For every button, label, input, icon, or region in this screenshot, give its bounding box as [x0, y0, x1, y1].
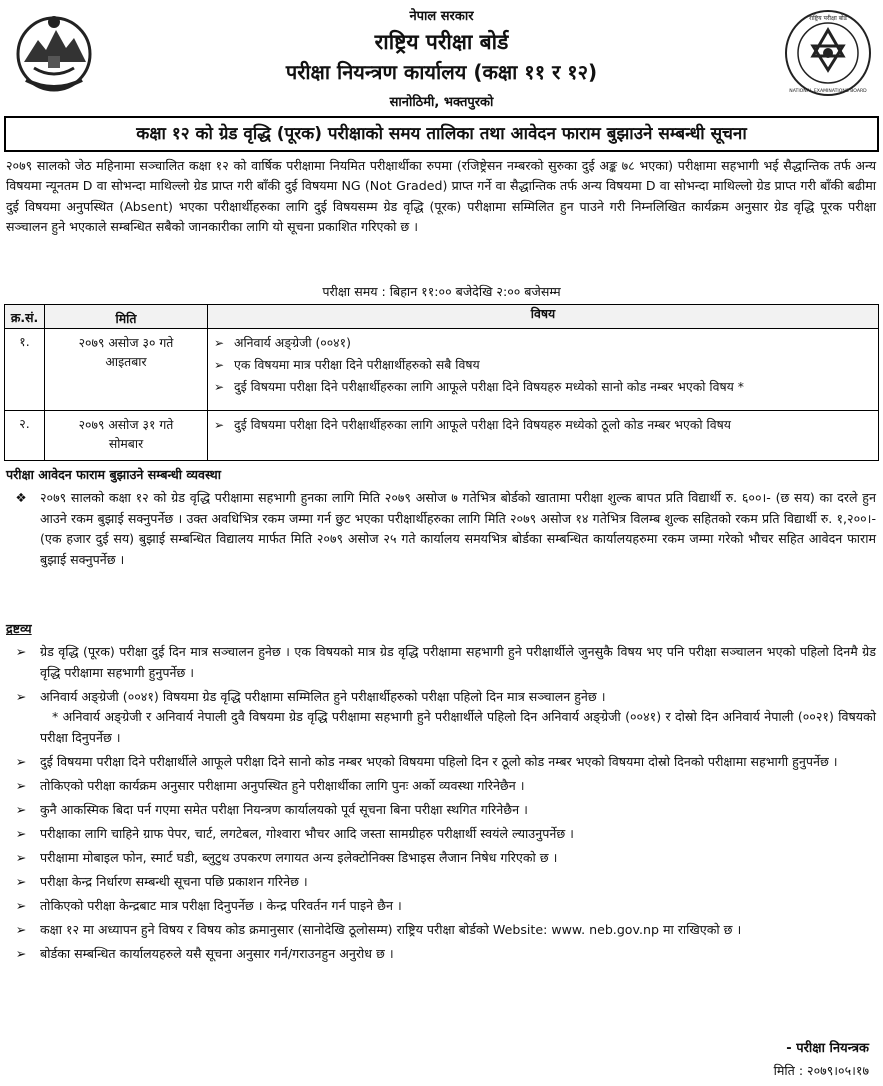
diamond-bullet-icon: ❖: [15, 490, 27, 505]
exam-time: परीक्षा समय : बिहान ११:०० बजेदेखि २:०० बजेसम्म: [322, 284, 561, 299]
list-item: ➢ तोकिएको परीक्षा कार्यक्रम अनुसार परीक्षामा अनुपस्थित हुने परीक्षार्थीका लागि पुनः अर्को व्यवस्था गरिनेछैन ।: [6, 776, 876, 797]
application-heading: परीक्षा आवेदन फाराम बुझाउने सम्बन्धी व्यवस्था: [6, 467, 221, 482]
list-item: ➢ तोकिएको परीक्षा केन्द्रबाट मात्र परीक्षा दिनुपर्नेछ । केन्द्र परिवर्तन गर्न पाइने छैन ।: [6, 896, 876, 917]
office-name: परीक्षा नियन्त्रण कार्यालय (कक्षा ११ र १२): [285, 60, 598, 84]
schedule-table: [4, 304, 879, 461]
list-item: ➢ परीक्षाका लागि चाहिने ग्राफ पेपर, चार्ट, लगटेबल, गोश्वारा भौचर आदि जस्ता सामग्रीहरु परीक्षार्थी स्वयंले ल्याउनुपर्नेछ ।: [6, 824, 876, 845]
subject-item: ➢ दुई विषयमा परीक्षा दिने परीक्षार्थीहरुका लागि आफूले परीक्षा दिने विषयहरु मध्येको सानो कोड नम्बर भएको विषय *: [214, 376, 872, 398]
arrow-bullet-icon: ➢: [15, 873, 27, 889]
row-subjects: [208, 411, 879, 461]
header-date: मिति: [45, 305, 208, 329]
subject-item: ➢ अनिवार्य अङ्ग्रेजी (००४१): [214, 332, 872, 354]
list-item: ➢ कुनै आकस्मिक बिदा पर्न गएमा समेत परीक्षा नियन्त्रण कार्यालयको पूर्व सूचना बिना परीक्षा स्थगित गरिनेछैन ।: [6, 800, 876, 821]
row-day-text: सोमबार: [108, 436, 144, 451]
list-item: ➢ बोर्डका सम्बन्धित कार्यालयहरुले यसै सूचना अनुसार गर्न/गराउनहुन अनुरोध छ ।: [6, 944, 876, 965]
list-item: ➢ कक्षा १२ मा अध्यापन हुने विषय र विषय कोड क्रमानुसार (सानोदेखि ठूलोसम्म) राष्ट्रिय परीक्षा बोर्डको Website: www. neb.gov.np मा राखिएको छ ।: [6, 920, 876, 941]
notice-title: कक्षा १२ को ग्रेड वृद्धि (पूरक) परीक्षाको समय तालिका तथा आवेदन फाराम बुझाउने सम्बन्धी सूचना: [4, 116, 879, 152]
row-date: [45, 329, 208, 411]
arrow-bullet-icon: ➢: [214, 380, 225, 394]
arrow-bullet-icon: ➢: [15, 825, 27, 841]
row-day-text: आइतबार: [105, 354, 147, 369]
office-address: सानोठिमी, भक्तपुरको: [389, 95, 494, 110]
row-sn: २.: [5, 411, 45, 461]
neb-logo-icon: [783, 8, 873, 98]
notes-list: [6, 642, 876, 968]
table-row: [5, 329, 879, 411]
list-item: ➢ परीक्षा केन्द्र निर्धारण सम्बन्धी सूचना पछि प्रकाशन गरिनेछ ।: [6, 872, 876, 893]
row-date: [45, 411, 208, 461]
arrow-bullet-icon: ➢: [15, 849, 27, 865]
table-header-row: [5, 305, 879, 329]
government-name: नेपाल सरकार: [409, 9, 474, 24]
intro-paragraph: २०७९ सालको जेठ महिनामा सञ्चालित कक्षा १२ को वार्षिक परीक्षामा नियमित परीक्षार्थीका रुपमा (रजिष्ट्रेसन नम्बरको सुरुका दुई अङ्क ७८ भएका) परीक्षामा सहभागी भई सैद्धान्तिक तर्फ अन्य विषयमा न्यूनतम D वा सोभन्दा माथिल्लो ग्रेड प्राप्त गरी बाँकी दुई विषयमा NG (Not Graded) प्राप्त गर्ने वा सैद्धान्तिक तर्फ अन्य विषयमा D वा सोभन्दा माथिल्लो ग्रेड प्राप्त गरी बाँकी बढीमा दुई विषयमा अनुपस्थित (Absent) भएका परीक्षार्थीहरुका लागि दुई विषयसम्म ग्रेड वृद्धि (पूरक) परीक्षामा सम्मिलित हुन पाउने गरी निम्नलिखित कार्यक्रम अनुसार ग्रेड वृद्धि पूरक परीक्षा सञ्चालन हुने भएकाले सम्बन्धित सबैको जानकारीका लागि यो सूचना प्रकाशित गरिएको छ ।: [6, 158, 876, 235]
arrow-bullet-icon: ➢: [15, 753, 27, 769]
header: [0, 0, 883, 116]
logo-text-top: राष्ट्रिय परीक्षा बोर्ड: [809, 15, 847, 22]
subject-item: ➢ दुई विषयमा परीक्षा दिने परीक्षार्थीहरुका लागि आफूले परीक्षा दिने विषयहरु मध्येको ठूलो कोड नम्बर भएको विषय: [214, 414, 872, 436]
list-item: ➢ परीक्षामा मोबाइल फोन, स्मार्ट घडी, ब्लुटुथ उपकरण लगायत अन्य इलेक्टोनिक्स डिभाइस लैजान निषेध गरिएको छ ।: [6, 848, 876, 869]
row-date-text: २०७९ असोज ३१ गते: [78, 417, 174, 432]
list-item: ➢ अनिवार्य अङ्ग्रेजी (००४१) विषयमा ग्रेड वृद्धि परीक्षामा सम्मिलित हुने परीक्षार्थीहरुको परीक्षा पहिलो दिन मात्र सञ्चालन हुनेछ ।: [6, 687, 876, 708]
notice-date: मिति : २०७९।०५।१७: [773, 1063, 869, 1078]
arrow-bullet-icon: ➢: [15, 945, 27, 961]
header-subject: विषय: [208, 305, 879, 329]
row-date-text: २०७९ असोज ३० गते: [78, 335, 174, 350]
logo-text-bottom: NATIONAL EXAMINATIONS BOARD: [789, 89, 867, 94]
arrow-bullet-icon: ➢: [15, 921, 27, 937]
signature: - परीक्षा नियन्त्रक: [786, 1041, 869, 1056]
table-row: [5, 411, 879, 461]
arrow-bullet-icon: ➢: [15, 688, 27, 704]
arrow-bullet-icon: ➢: [214, 358, 225, 372]
row-sn: १.: [5, 329, 45, 411]
arrow-bullet-icon: ➢: [214, 336, 225, 350]
list-item: ➢ ग्रेड वृद्धि (पूरक) परीक्षा दुई दिन मात्र सञ्चालन हुनेछ । एक विषयको मात्र ग्रेड वृद्धि परीक्षामा सहभागी हुने परीक्षार्थीले जुनसुकै विषय भए पनि परीक्षा सञ्चालन भएको पहिलो दिनमै ग्रेड वृद्धि परीक्षामा सहभागी हुनुपर्नेछ ।: [6, 642, 876, 683]
sub-note: * अनिवार्य अङ्ग्रेजी र अनिवार्य नेपाली दुवै विषयमा ग्रेड वृद्धि परीक्षामा सहभागी हुने परीक्षार्थीले पहिलो दिन अनिवार्य अङ्ग्रेजी (००४१) र दोस्रो दिन अनिवार्य नेपाली (००२१) विषयको परीक्षा दिनुपर्नेछ ।: [40, 709, 876, 745]
arrow-bullet-icon: ➢: [15, 644, 27, 659]
arrow-bullet-icon: ➢: [15, 801, 27, 817]
notes-heading: द्रष्टव्य: [6, 621, 32, 636]
header-sn: क्र.सं.: [5, 305, 45, 329]
list-item: ➢ दुई विषयमा परीक्षा दिने परीक्षार्थीले आफूले परीक्षा दिने सानो कोड नम्बर भएको विषयमा पहिलो दिन र ठूलो कोड नम्बर भएको विषयमा दोस्रो दिनको परीक्षामा सहभागी हुनुपर्नेछ ।: [6, 752, 876, 773]
application-paragraph: [6, 488, 876, 570]
application-text: २०७९ सालको कक्षा १२ को ग्रेड वृद्धि परीक्षामा सहभागी हुनका लागि मिति २०७९ असोज ७ गतेभित्र बोर्डको खातामा परीक्षा शुल्क बापत प्रति विद्यार्थी रु. ६००।- (छ सय) का दरले हुन आउने रकम बुझाई सक्नुपर्नेछ । उक्त अवधिभित्र रकम जम्मा गर्न छुट भएका परीक्षार्थीहरुका लागि मिति २०७९ असोज १४ गतेभित्र विलम्ब शुल्क सहितको रकम प्रति विद्यार्थी रु. १,२००।- (एक हजार दुई सय) बुझाई सम्बन्धित विद्यालय मार्फत मिति २०७९ असोज २५ गते कार्यालय समयभित्र बोर्डका सम्बन्धित कार्यालयहरुमा रकम जम्मा गरेको भौचर सहित आवेदन फाराम बुझाई सक्नुपर्नेछ ।: [40, 490, 876, 567]
arrow-bullet-icon: ➢: [15, 897, 27, 913]
arrow-bullet-icon: ➢: [15, 777, 27, 793]
subject-item: ➢ एक विषयमा मात्र परीक्षा दिने परीक्षार्थीहरुको सबै विषय: [214, 354, 872, 376]
row-subjects: [208, 329, 879, 411]
board-name: राष्ट्रिय परीक्षा बोर्ड: [374, 30, 509, 54]
arrow-bullet-icon: ➢: [214, 418, 225, 432]
